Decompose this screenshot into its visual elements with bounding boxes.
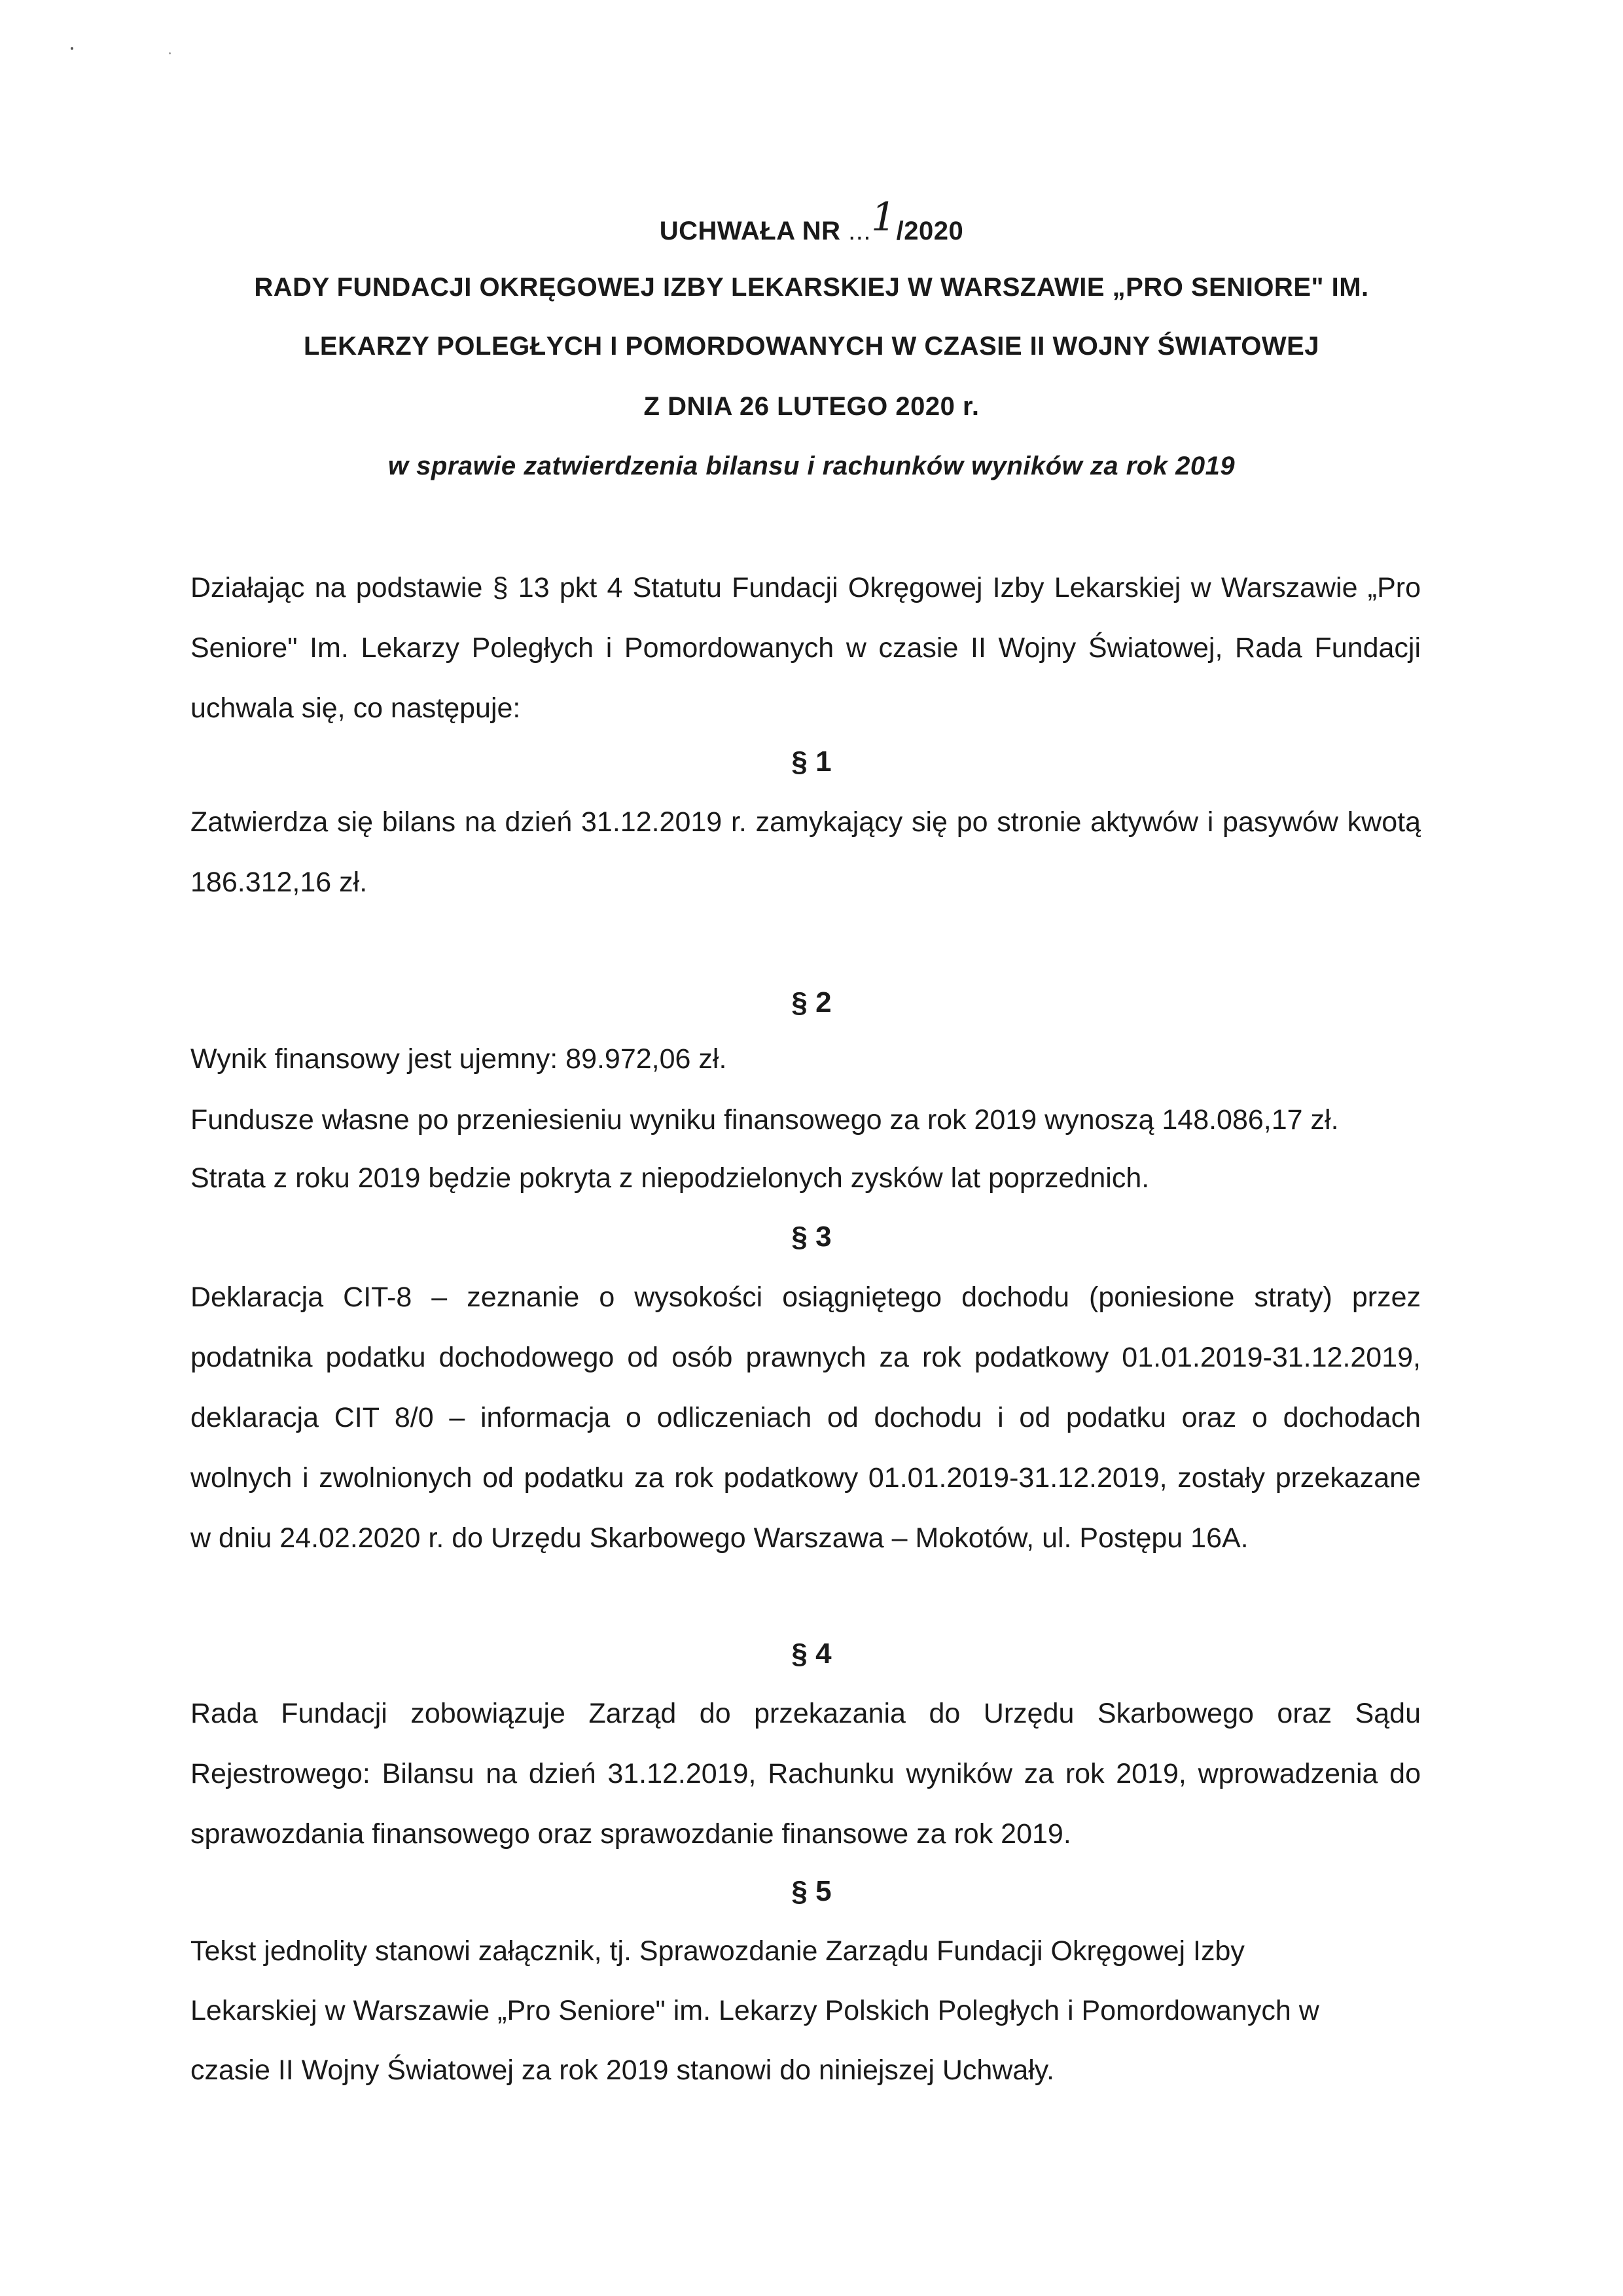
section-2-line-1: Wynik finansowy jest ujemny: 89.972,06 zł. (190, 1043, 727, 1075)
resolution-subject: w sprawie zatwierdzenia bilansu i rachunków wyników za rok 2019 (387, 452, 1236, 480)
section-5-line-1: Tekst jednolity stanowi załącznik, tj. Sprawozdanie Zarządu Fundacji Okręgowej Izby (190, 1935, 1245, 1967)
section-2-line-2: Fundusze własne po przeniesieniu wyniku finansowego za rok 2019 wynoszą 148.086,17 zł. (190, 1104, 1339, 1136)
resolution-dots: ... (848, 217, 871, 245)
scan-artifact-dot (169, 52, 171, 54)
section-2-line-3: Strata z roku 2019 będzie pokryta z niepodzielonych zysków lat poprzednich. (190, 1162, 1150, 1194)
issuing-body-line-2: LEKARZY POLEGŁYCH I POMORDOWANYCH W CZASIE II WOJNY ŚWIATOWEJ (303, 332, 1320, 361)
section-4-heading: § 4 (791, 1638, 832, 1670)
section-3-text: Deklaracja CIT-8 – zeznanie o wysokości osiągniętego dochodu (poniesione straty) przez podatnika podatku dochodowego od osób prawnych za rok podatkowy 01.01.2019-31.12.2019, deklaracja CIT 8/0 – informacja o odliczeniach od dochodu i od podatku oraz o dochodach wolnych i zwolnionych od podatku za rok podatkowy 01.01.2019-31.12.2019, zostały przekazane w dniu 24.02.2020 r. do Urzędu Skarbowego Warszawa – Mokotów, ul. Postępu 16A. (190, 1282, 1421, 1554)
resolution-date: Z DNIA 26 LUTEGO 2020 r. (643, 392, 980, 421)
section-5-line-3: czasie II Wojny Światowej za rok 2019 stanowi do niniejszej Uchwały. (190, 2054, 1055, 2086)
resolution-prefix: UCHWAŁA NR (659, 217, 849, 245)
scan-artifact-dot (71, 47, 73, 50)
section-3-heading: § 3 (791, 1221, 832, 1253)
issuing-body-line-1: RADY FUNDACJI OKRĘGOWEJ IZBY LEKARSKIEJ W WARSZAWIE „PRO SENIORE" IM. (254, 273, 1369, 302)
section-4-text: Rada Fundacji zobowiązuje Zarząd do przekazania do Urzędu Skarbowego oraz Sądu Rejestrowego: Bilansu na dzień 31.12.2019, Rachunku wyników za rok 2019, wprowadzenia do sprawozdania finansowego oraz sprawozdanie finansowe za rok 2019. (190, 1698, 1421, 1850)
section-2-heading: § 2 (791, 986, 832, 1018)
section-5-line-2: Lekarskiej w Warszawie „Pro Seniore" im. Lekarzy Polskich Poległych i Pomordowanych w (190, 1995, 1319, 2026)
section-5-heading: § 5 (791, 1875, 832, 1907)
section-1-heading: § 1 (791, 745, 832, 778)
preamble-paragraph: Działając na podstawie § 13 pkt 4 Statutu Fundacji Okręgowej Izby Lekarskiej w Warszawie „Pro Seniore" Im. Lekarzy Poległych i Pomordowanych w czasie II Wojny Światowej, Rada Fundacji uchwala się, co następuje: (190, 572, 1421, 724)
resolution-title (0, 194, 1623, 247)
handwritten-resolution-number: 1 (870, 194, 897, 240)
section-1-text: Zatwierdza się bilans na dzień 31.12.2019 r. zamykający się po stronie aktywów i pasywów kwotą 186.312,16 zł. (190, 806, 1421, 898)
resolution-year: /2020 (896, 217, 964, 245)
